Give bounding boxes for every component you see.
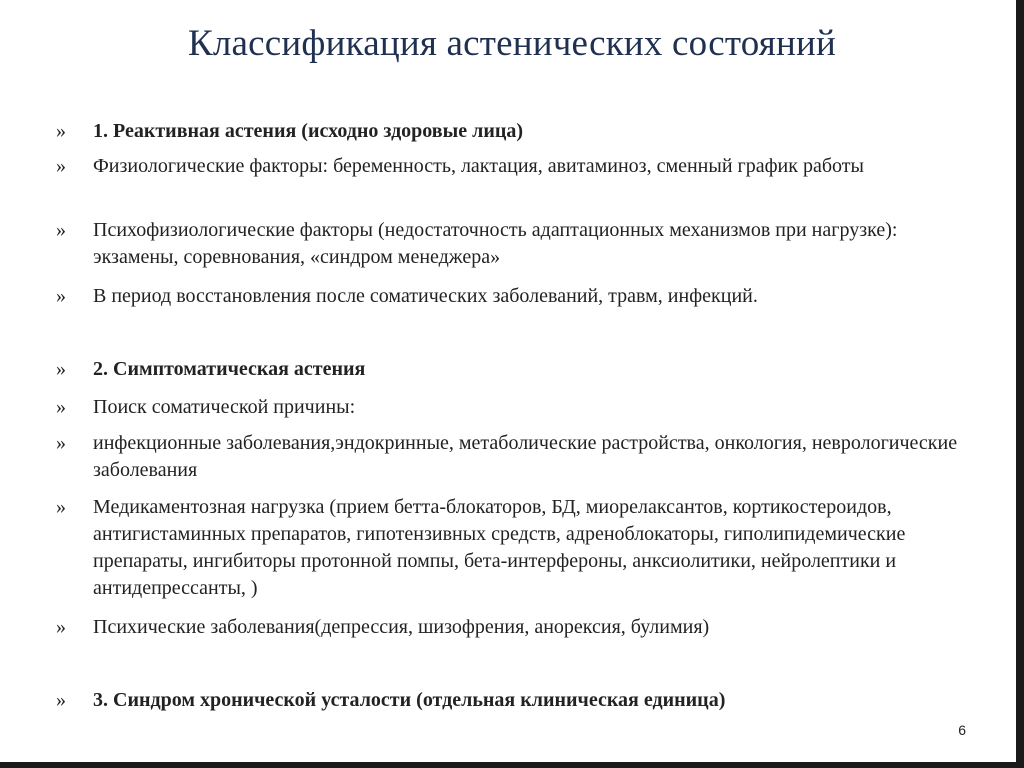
- list-item-text: 2. Симптоматическая астения: [93, 358, 366, 380]
- bullet-marker: »: [56, 689, 66, 711]
- list-item-text: Медикаментозная нагрузка (прием бетта-блокаторов, БД, миорелаксантов, кортикостероидов, антигистаминных препаратов, гипотензивных средств, адреноблокаторы, гиполипидемические препараты, ингибиторы протонной помпы, бета-интерфероны, анксиолитики, нейролептики и антидепрессанты, ): [93, 496, 906, 599]
- bullet-marker: »: [56, 155, 66, 177]
- bullet-marker: »: [56, 285, 66, 307]
- frame-edge-bottom: [0, 762, 1024, 768]
- list-item-text: 3. Синдром хронической усталости (отдельная клиническая единица): [93, 689, 726, 711]
- frame-edge-right: [1016, 0, 1024, 768]
- list-item-text: В период восстановления после соматических заболеваний, травм, инфекций.: [93, 285, 758, 307]
- bullet-marker: »: [56, 120, 66, 142]
- list-item-text: Психические заболевания(депрессия, шизофрения, анорексия, булимия): [93, 616, 710, 638]
- page-number: 6: [958, 722, 966, 738]
- list-item-text: 1. Реактивная астения (исходно здоровые лица): [93, 120, 524, 142]
- bullet-marker: »: [56, 496, 66, 518]
- list-item-text: Психофизиологические факторы (недостаточность адаптационных механизмов при нагрузке): экзамены, соревнования, «синдром менеджера»: [93, 219, 898, 268]
- list-item-text: Поиск соматической причины:: [93, 396, 356, 418]
- bullet-marker: »: [56, 432, 66, 454]
- bullet-marker: »: [56, 616, 66, 638]
- bullet-marker: »: [56, 219, 66, 241]
- list-item-text: Физиологические факторы: беременность, лактация, авитаминоз, сменный график работы: [93, 155, 864, 177]
- bullet-marker: »: [56, 396, 66, 418]
- list-item-text: инфекционные заболевания,эндокринные, метаболические растройства, онкология, неврологические заболевания: [93, 432, 958, 481]
- slide-title: Классификация астенических состояний: [188, 23, 836, 64]
- bullet-marker: »: [56, 358, 66, 380]
